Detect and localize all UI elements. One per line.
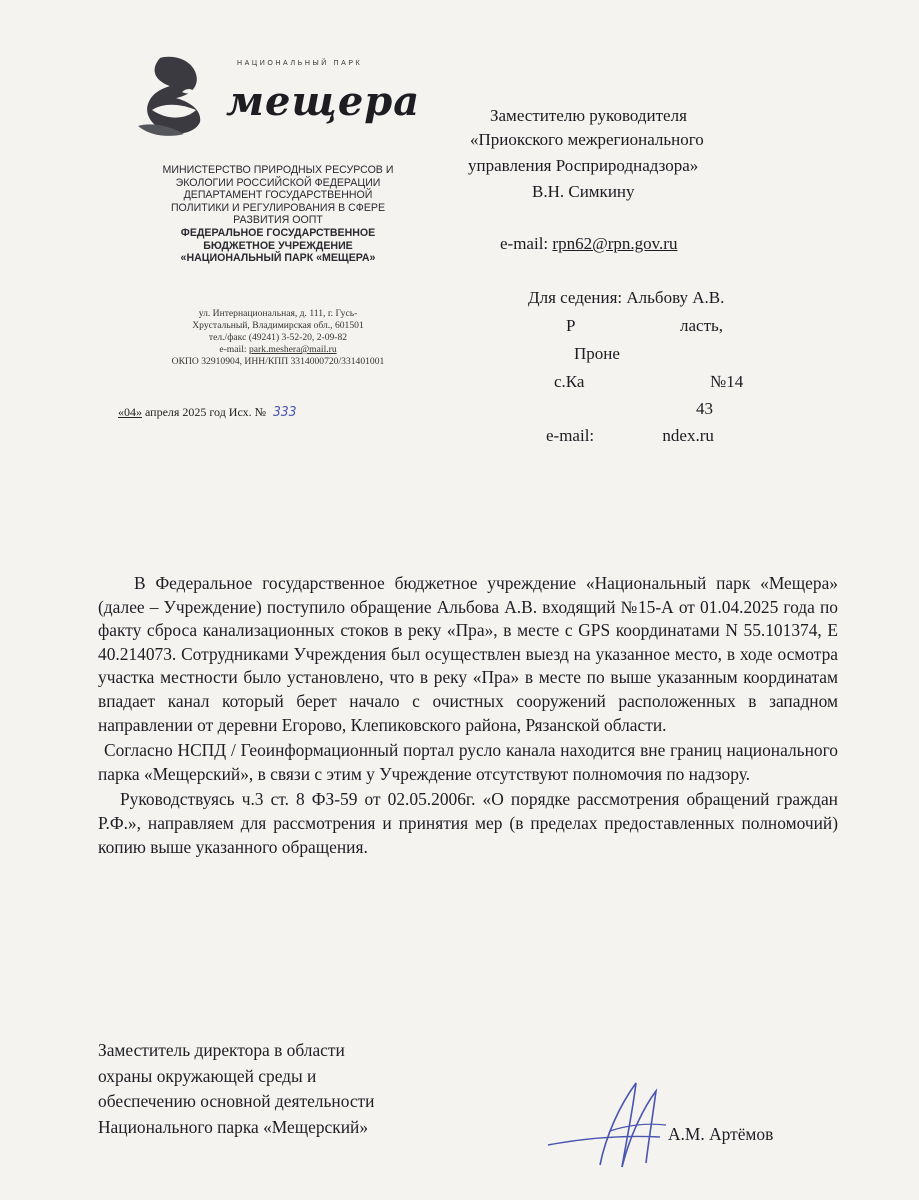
organization-address (128, 308, 428, 368)
copy-to-fragment: ласть, (680, 316, 724, 335)
address-line: Хрустальный, Владимирская обл., 601501 (192, 320, 364, 331)
recipient-email: rpn62@rpn.gov.ru (552, 234, 678, 253)
org-line: МИНИСТЕРСТВО ПРИРОДНЫХ РЕСУРСОВ И (162, 164, 394, 176)
body-paragraph: В Федеральное государственное бюджетное учреждение «Национальный парк «Мещера» (далее – Учреждение) поступило обращение Альбова А.В. входящий №15-А от 01.04.2025 года по факту сброса канализационных стоков в реку «Пра», в месте с GPS координатами N 55.101374, E 40.214073. Сотрудниками Учреждения был осуществлен выезд на указанное место, в ходе осмотра участка местности было установлено, что в реку «Пра» в месте по выше указанным координатам впадает канал который берет начало с очистных сооружений расположенных в западном направлении от деревни Егорово, Клепиковского района, Рязанской области. (98, 573, 838, 735)
copy-to-fragment: с.Ка (554, 372, 585, 391)
copy-to-line: Для седения: Альбову А.В. (528, 288, 725, 307)
signatory-line: Заместитель директора в области (98, 1040, 345, 1060)
recipient-line: «Приокского межрегионального (470, 130, 704, 149)
address-line: ОКПО 32910904, ИНН/КПП 3314000720/331401001 (171, 356, 385, 367)
address-email: park.meshera@mail.ru (248, 344, 337, 355)
handwritten-signature (540, 1065, 690, 1175)
outgoing-day: «04» (118, 405, 142, 419)
org-line: ЭКОЛОГИИ РОССИЙСКОЙ ФЕДЕРАЦИИ (175, 176, 381, 189)
copy-to-fragment: 43 (696, 399, 713, 418)
recipient-email-row (500, 232, 677, 256)
outgoing-number (118, 405, 297, 420)
signatory-line: Национального парка «Мещерский» (98, 1116, 369, 1137)
signatory-title (98, 1038, 374, 1140)
org-bold-line: «НАЦИОНАЛЬНЫЙ ПАРК «МЕЩЕРА» (180, 252, 376, 265)
recipient-email-label: e-mail: (500, 234, 549, 253)
address-email-line (128, 344, 428, 356)
letter-body (98, 572, 838, 859)
address-email-label: e-mail: (219, 344, 247, 355)
copy-to-fragment: №14 (710, 372, 744, 391)
recipient-name: В.Н. Симкину (532, 182, 635, 201)
recipient-line: Заместителю руководителя (490, 106, 687, 125)
signatory-line: обеспечению основной деятельности (98, 1091, 375, 1111)
recipient-line: управления Росприроднадзора» (468, 156, 699, 175)
address-line: ул. Интернациональная, д. 111, г. Гусь- (198, 308, 358, 319)
org-line: ПОЛИТИКИ И РЕГУЛИРОВАНИЯ В СФЕРЕ (170, 201, 386, 214)
outgoing-number-value: 333 (273, 405, 297, 420)
body-paragraph: Согласно НСПД / Геоинформационный портал русло канала находится вне границ национального парка «Мещерский», в связи с этим у Учреждение отсутствуют полномочия по надзору. (98, 740, 838, 784)
copy-to-email-row (546, 424, 714, 448)
park-logo (130, 52, 420, 147)
org-bold-line: БЮДЖЕТНОЕ УЧРЕЖДЕНИЕ (203, 239, 353, 252)
organization-header (128, 164, 428, 265)
body-paragraph: Руководствуясь ч.3 ст. 8 ФЗ-59 от 02.05.2006г. «О порядке рассмотрения обращений граждан Р.Ф.», направляем для рассмотрения и принятия мер (в пределах предоставленных полномочий) копию выше указанного обращения. (98, 789, 838, 857)
copy-to-email-fragment: ndex.ru (662, 426, 714, 445)
park-emblem-icon (130, 52, 222, 144)
logo-subtitle: НАЦИОНАЛЬНЫЙ ПАРК (237, 60, 363, 67)
signatory-line: охраны окружающей среды и (98, 1065, 317, 1086)
copy-to-fragment: Проне (574, 344, 620, 363)
org-line: ДЕПАРТАМЕНТ ГОСУДАРСТВЕННОЙ (183, 189, 373, 202)
logo-wordmark: мещера (226, 78, 421, 125)
org-line: РАЗВИТИЯ ООПТ (233, 214, 323, 227)
org-bold-line: ФЕДЕРАЛЬНОЕ ГОСУДАРСТВЕННОЕ (180, 226, 376, 239)
copy-to-fragment: Р (566, 316, 576, 335)
signatory-name: А.М. Артёмов (668, 1124, 774, 1144)
copy-to-email-label: e-mail: (546, 426, 599, 445)
address-line: тел./факс (49241) 3-52-20, 2-09-82 (208, 332, 348, 343)
outgoing-date-text: апреля 2025 год Исх. № (145, 405, 267, 419)
